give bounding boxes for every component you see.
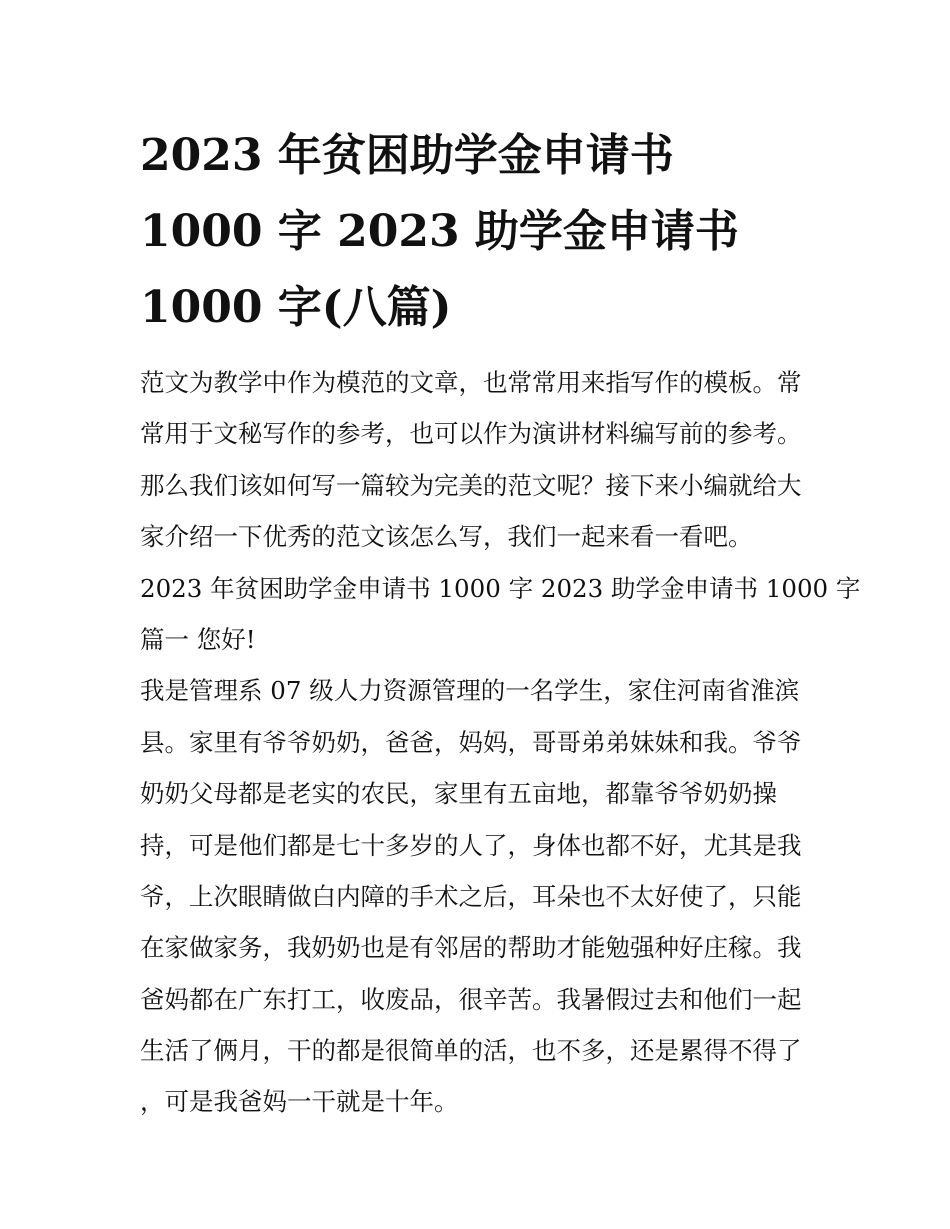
document-body — [140, 357, 861, 1128]
paragraph-line: ，可是我爸妈一干就是十年。 — [140, 1087, 459, 1117]
paragraph-line: 奶奶父母都是老实的农民，家里有五亩地，都靠爷爷奶奶操 — [140, 779, 777, 809]
title-line: 1000 字(八篇) — [140, 282, 452, 333]
paragraph-line: 在家做家务，我奶奶也是有邻居的帮助才能勉强种好庄稼。我 — [140, 933, 802, 963]
intro-line: 范文为教学中作为模范的文章，也常常用来指写作的模板。常 — [140, 368, 802, 397]
paragraph-line: 生活了俩月，干的都是很简单的活，也不多，还是累得不得了 — [140, 1036, 802, 1066]
greeting-line: 篇一 您好! — [140, 624, 256, 654]
title-line: 1000 字 2023 助学金申请书 — [140, 206, 739, 257]
intro-line: 那么我们该如何写一篇较为完美的范文呢？接下来小编就给大 — [140, 470, 802, 500]
intro-line: 常用于文秘写作的参考，也可以作为演讲材料编写前的参考。 — [140, 419, 802, 449]
document-title — [140, 118, 830, 346]
title-line: 2023 年贫困助学金申请书 — [140, 130, 674, 181]
paragraph-line: 县。家里有爷爷奶奶，爸爸，妈妈，哥哥弟弟妹妹和我。爷爷 — [140, 727, 802, 757]
paragraph-line: 我是管理系 07 级人力资源管理的一名学生，家住河南省淮滨 — [140, 676, 800, 706]
paragraph-line: 持，可是他们都是七十多岁的人了，身体也都不好，尤其是我 — [140, 830, 802, 860]
paragraph-line: 爸妈都在广东打工，收废品，很辛苦。我暑假过去和他们一起 — [140, 984, 802, 1014]
intro-line: 家介绍一下优秀的范文该怎么写，我们一起来看一看吧。 — [140, 522, 753, 552]
paragraph-line: 爷，上次眼睛做白内障的手术之后，耳朵也不太好使了，只能 — [140, 881, 802, 911]
section-heading-line: 2023 年贫困助学金申请书 1000 字 2023 助学金申请书 1000 字 — [140, 573, 861, 603]
